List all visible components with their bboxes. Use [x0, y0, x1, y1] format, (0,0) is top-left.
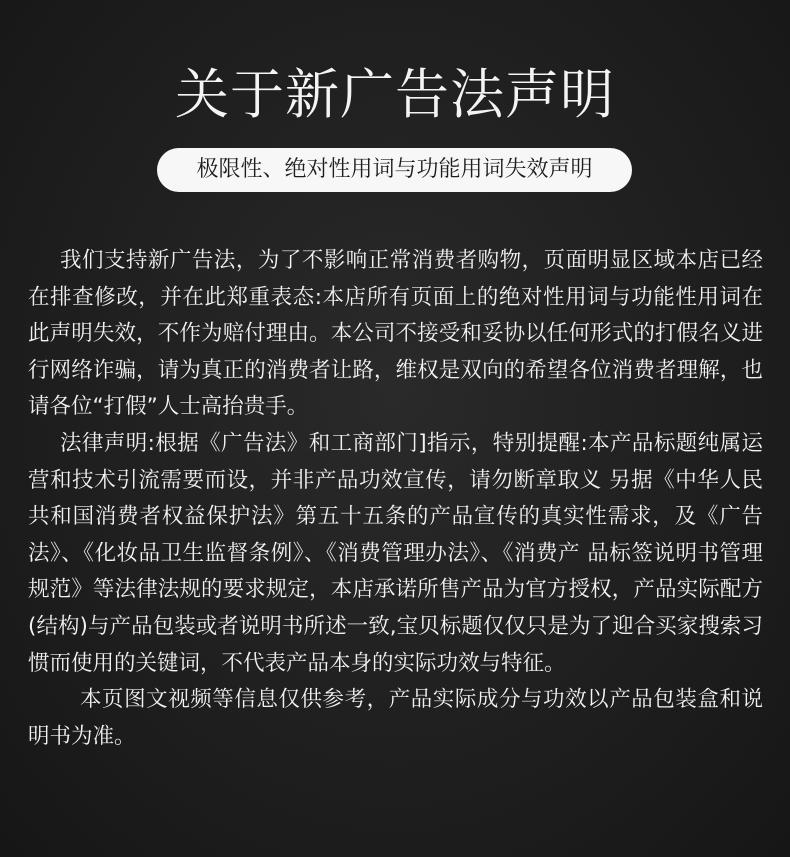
subtitle-text: 极限性、绝对性用词与功能用词失效声明: [196, 157, 593, 182]
statement-paragraph-support: 我们支持新广告法，为了不影响正常消费者购物，页面明显区域本店已经在排查修改，并在此郑重表态:本店所有页面上的绝对性用词与功能性用词在此声明失效，不作为赔付理由。本公司不接受和妥协以任何形式的打假名义进行网络诈骗，请为真正的消费者让路，维权是双向的希望各位消费者理解，也请各位“打假”人士高抬贵手。: [28, 248, 763, 420]
statement-paragraph-legal: 法律声明:根据《广告法》和工商部门]指示，特别提醒:本产品标题纯属运营和技术引流需要而设，并非产品功效宣传，请勿断章取义 另据《中华人民共和国消费者权益保护法》第五十五条的产品宣传的真实性需求，及《广告法》、《化妆品卫生监督条例》、《消费管理办法》、《消费产 品标签说明书管理规范》等法律法规的要求规定，本店承诺所售产品为官方授权，产品实际配方(结构)与产品包装或者说明书所述一致,宝贝标题仅仅只是为了迎合买家搜索习惯而使用的关键词，不代表产品本身的实际功效与特征。: [28, 430, 763, 676]
statement-body: [28, 243, 763, 755]
statement-paragraph-reference: 本页图文视频等信息仅供参考，产品实际成分与功效以产品包装盒和说明书为准。: [28, 687, 763, 749]
subtitle-badge: [157, 148, 632, 192]
page-title: 关于新广告法声明: [175, 63, 615, 126]
